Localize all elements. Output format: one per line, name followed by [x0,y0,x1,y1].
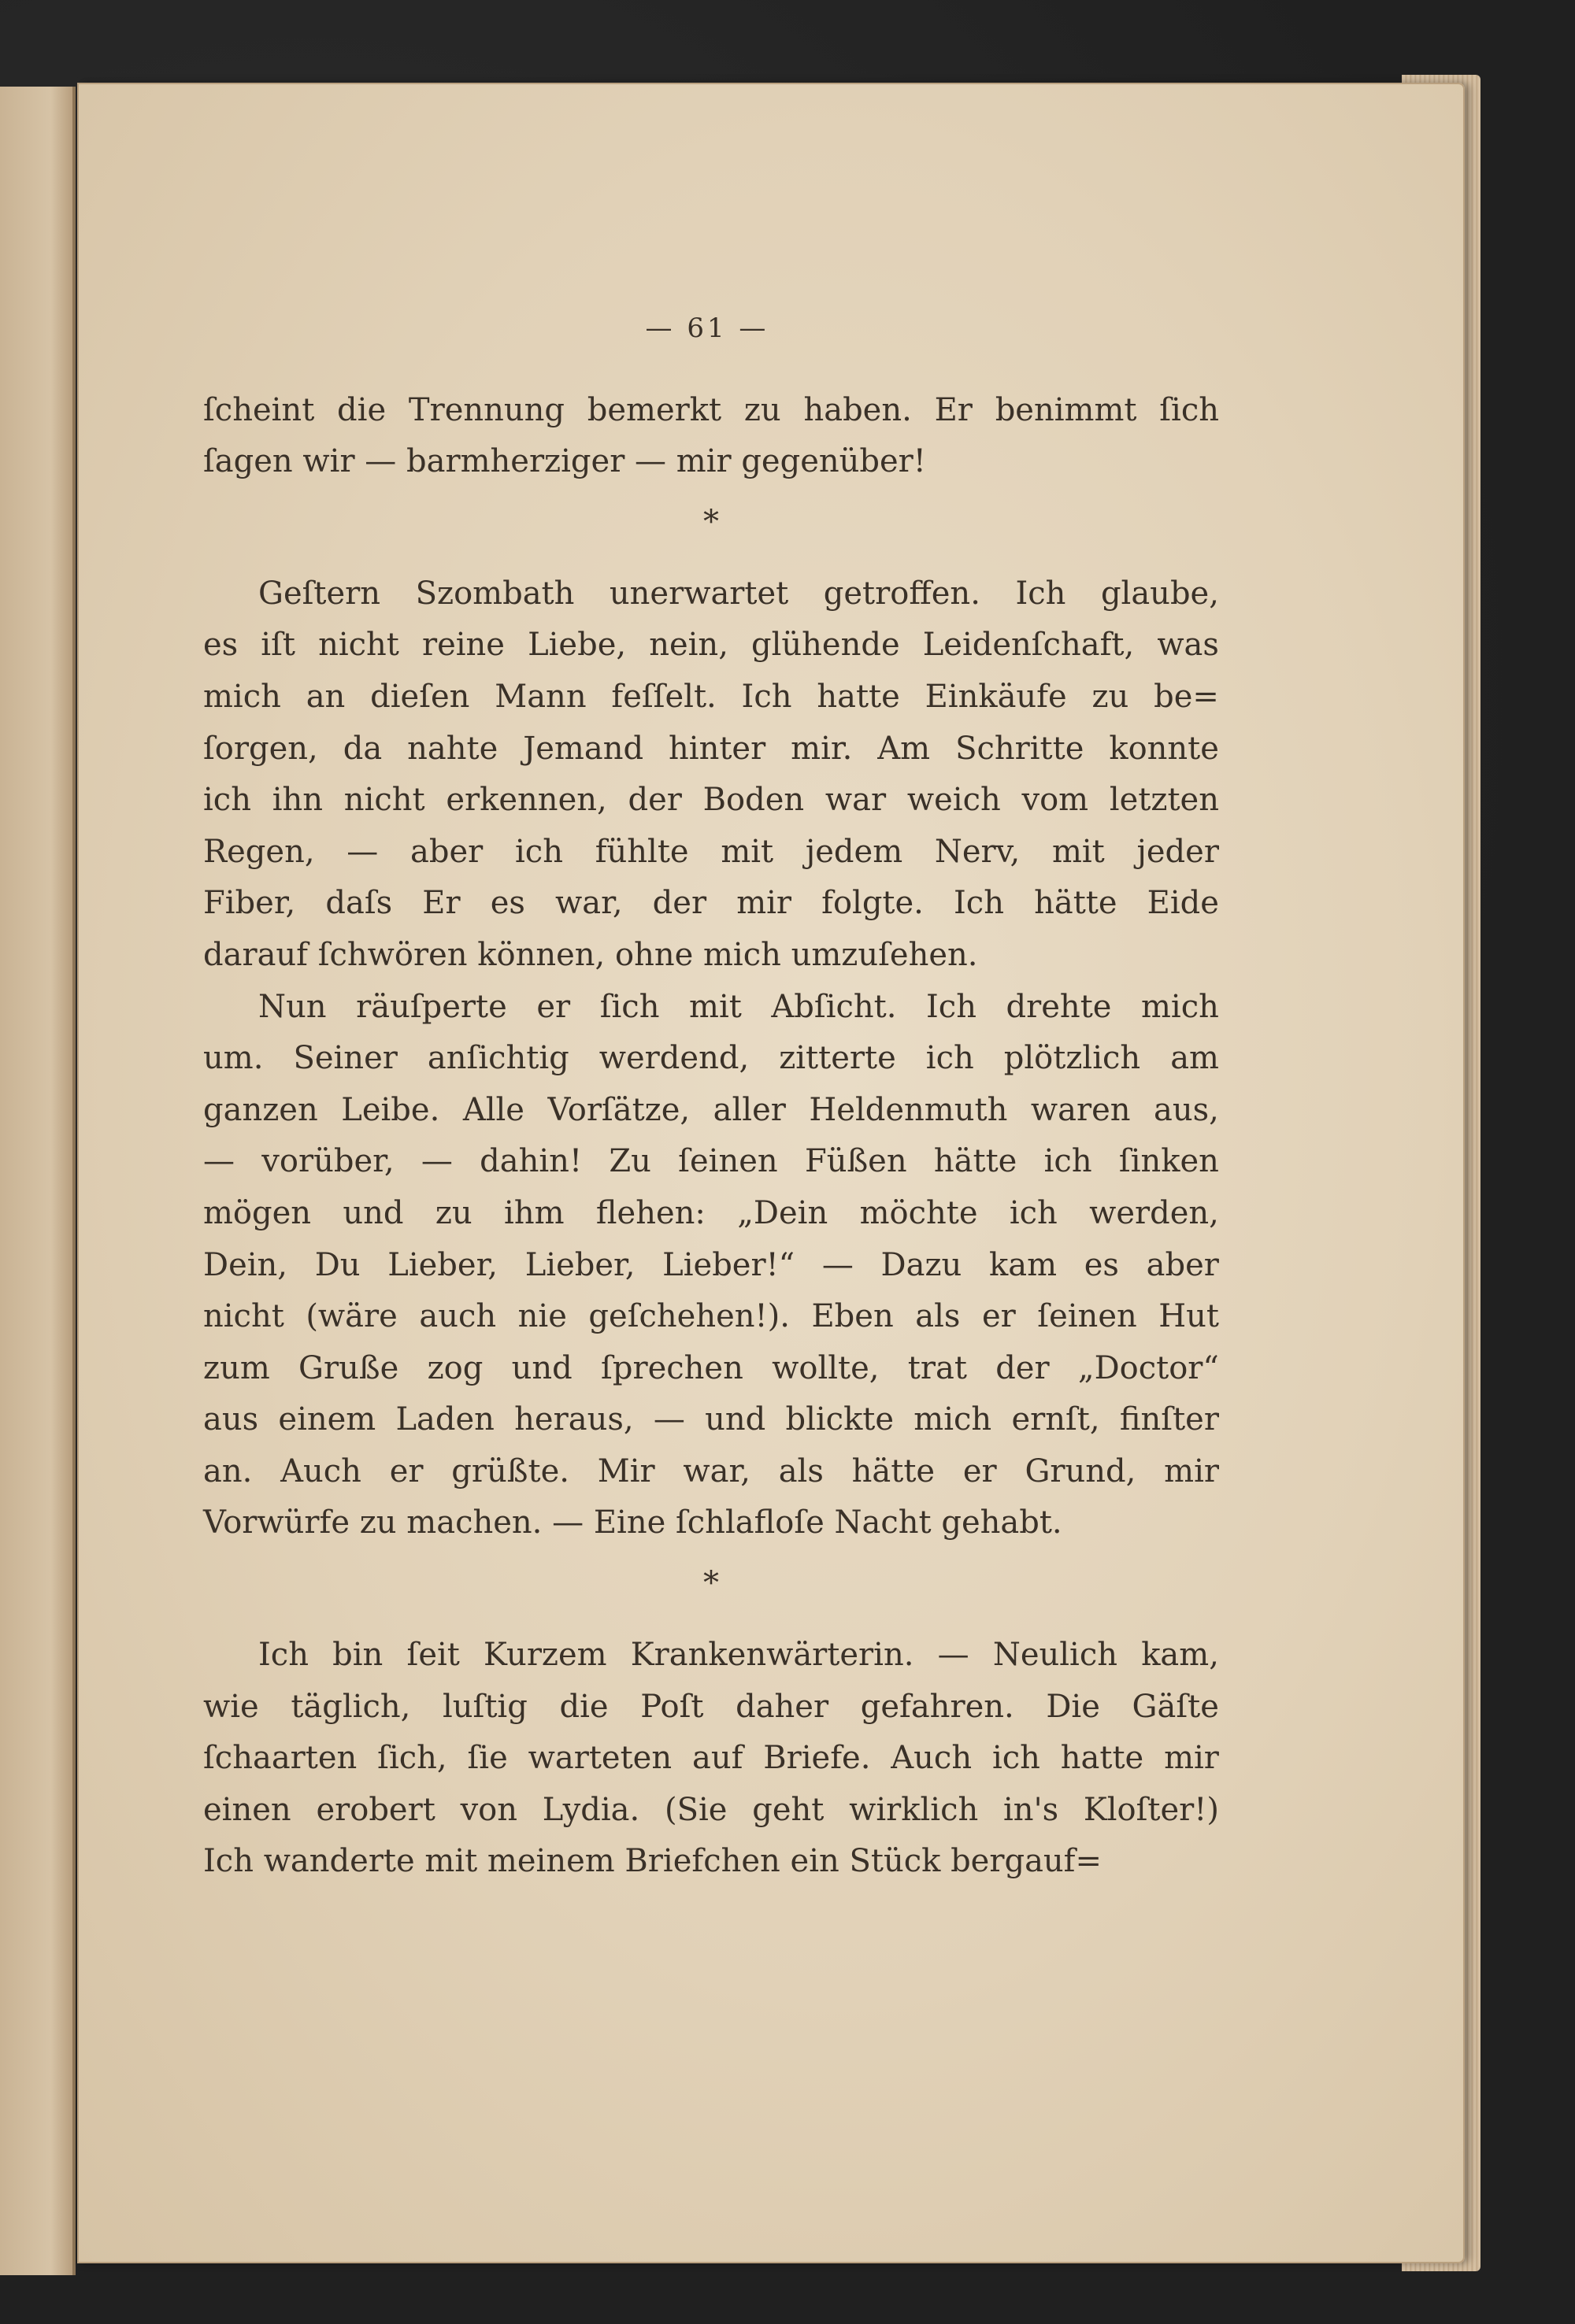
word: — [635,443,676,480]
word: mit [721,833,774,870]
word: finſter [1119,1401,1219,1438]
word: ihn [272,782,324,819]
word: Briefe. [763,1740,871,1777]
word: aus, [1154,1091,1219,1128]
word: meinem [487,1843,625,1880]
text-line [203,1136,1219,1188]
word: zu [435,1194,472,1231]
word: Szombath [415,575,575,612]
word: blickte [785,1401,895,1438]
text-line [203,878,1219,930]
word: werden, [1089,1194,1219,1231]
word: und [705,1401,766,1438]
word: Fiber, [203,885,296,922]
word: gehabt. [941,1504,1062,1541]
word: Heldenmuth [809,1091,1008,1128]
word: wirklich [849,1791,979,1828]
word: er [536,988,571,1025]
word: heraus, [514,1401,634,1438]
word: Abſicht. [771,988,897,1025]
word: Eide [1147,885,1219,922]
word: Er [934,391,973,428]
word: wanderte [263,1843,425,1880]
word: Ich [926,988,976,1025]
word: gefahren. [860,1688,1014,1725]
word: ganzen [203,1091,318,1128]
left-facing-page-edge [0,87,76,2275]
word: Am [877,730,931,767]
word: erobert [316,1791,435,1828]
word: be= [1154,678,1219,715]
word: dahin! [480,1143,583,1180]
text-line [203,1240,1219,1292]
word: mich [1141,988,1219,1025]
word: als [915,1298,961,1335]
word: mir. [791,730,853,767]
section-separator: * [703,1565,719,1602]
word: von [460,1791,518,1828]
word: gegenüber! [741,443,926,480]
word: kam, [1141,1637,1219,1674]
word: es [490,885,525,922]
word: Vorſätze, [547,1091,691,1128]
word: auch [419,1298,497,1335]
word: jedem [805,833,903,870]
paragraph [203,568,1219,982]
word: ſagen [203,443,303,480]
word: es [1084,1246,1119,1283]
word: Mann [495,678,587,715]
word: unerwartet [609,575,789,612]
word: können, [477,936,615,973]
word: Auch [891,1740,973,1777]
word: kam [989,1246,1058,1283]
word: (Sie [664,1791,728,1828]
word: Nerv, [934,833,1021,870]
page-body [203,385,1219,1888]
word: der [628,782,682,819]
word: die [337,391,387,428]
word: war, [555,885,623,922]
word: hatte [817,678,900,715]
page-number: — 61 — [645,313,769,344]
word: flehen: [595,1194,706,1231]
word: Neulich [992,1637,1117,1674]
text-line [203,620,1219,672]
word: grüßte. [451,1452,569,1490]
word: Ich [258,1637,309,1674]
word: Jemand [523,730,644,767]
word: zum [203,1349,270,1386]
word: geſchehen!). [588,1298,790,1335]
word: in's [1003,1791,1059,1828]
word: Dein, [203,1246,288,1283]
word: Lieber, [387,1246,498,1283]
word: ſich [599,988,660,1025]
word: bemerkt [587,391,722,428]
word: ihm [504,1194,565,1231]
text-line [203,385,1219,437]
text-line [203,1836,1219,1888]
word: weich [906,782,1001,819]
word: Eben [811,1298,894,1335]
word: Füßen [804,1143,907,1180]
word: war [825,782,887,819]
text-line [203,930,1219,982]
word: zu [1091,678,1129,715]
word: Boden [702,782,805,819]
book-page [77,83,1465,2263]
word: ſchlafloſe [675,1504,835,1541]
word: mit [689,988,742,1025]
word: zu [359,1504,407,1541]
word: Dazu [880,1246,962,1283]
word: — [552,1504,594,1541]
paragraph [203,982,1219,1550]
word: vom [1021,782,1089,819]
word: Leidenſchaft, [922,627,1135,664]
text-line [203,982,1219,1034]
word: warteten [528,1740,673,1777]
text-line [203,568,1219,620]
word: ſinken [1118,1143,1219,1180]
word: feſſelt. [611,678,717,715]
word: mir [1164,1452,1219,1490]
word: — [346,833,379,870]
word: mir [676,443,742,480]
word: mir [1164,1740,1219,1777]
word: Geſtern [258,575,381,612]
text-line [203,672,1219,723]
word: zu [743,391,781,428]
word: mich [702,936,791,973]
word: Seiner [293,1040,398,1077]
word: ſich, [377,1740,447,1777]
word: an [306,678,346,715]
word: einem [278,1401,376,1438]
word: Regen, [203,833,315,870]
word: werdend, [598,1040,750,1077]
word: ſeinen [678,1143,778,1180]
word: es [203,627,239,664]
word: hätte [851,1452,936,1490]
word: drehte [1006,988,1112,1025]
word: Leibe. [341,1091,440,1128]
text-line [203,436,1219,488]
word: — [653,1401,685,1438]
word: Einkäufe [925,678,1067,715]
word: ſeit [406,1637,460,1674]
word: Gäſte [1132,1688,1219,1725]
word: darauf [203,936,318,973]
word: Kurzem [484,1637,607,1674]
word: Ich [1015,575,1066,612]
section-separator: * [703,503,719,540]
word: ſchwören [317,936,478,973]
word: aller [713,1091,786,1128]
word: ſeinen [1037,1298,1137,1335]
word: nein, [649,627,728,664]
word: und [511,1349,573,1386]
text-line [203,723,1219,775]
word: luſtig [442,1688,528,1725]
word: jeder [1136,833,1219,870]
word: Eine [593,1504,676,1541]
word: Mir [597,1452,655,1490]
word: hatte [1060,1740,1144,1777]
word: aus [203,1401,259,1438]
paragraph [203,1630,1219,1888]
word: ein [790,1843,850,1880]
word: ſchaarten [203,1740,358,1777]
word: Lydia. [542,1791,640,1828]
word: benimmt [995,391,1137,428]
word: Ich [954,885,1004,922]
word: Du [314,1246,361,1283]
word: letzten [1109,782,1219,819]
word: aber [410,833,484,870]
word: trat [907,1349,967,1386]
word: glühende [751,627,900,664]
word: wie [203,1688,259,1725]
text-line [203,1188,1219,1240]
word: Ich [203,1843,264,1880]
word: und [343,1194,404,1231]
word: ſcheint [203,391,315,428]
word: am [1170,1040,1219,1077]
word: was [1157,627,1219,664]
word: „Doctor“ [1077,1349,1219,1386]
word: Nun [258,988,327,1025]
word: Kloſter!) [1083,1791,1219,1828]
word: nicht [318,627,399,664]
word: waren [1030,1091,1131,1128]
word: an. [203,1452,253,1490]
word: nicht [203,1298,284,1335]
text-line [203,1785,1219,1837]
word: mir [736,885,792,922]
word: ich [203,782,251,819]
word: mit [1051,833,1105,870]
word: geht [752,1791,825,1828]
word: iſt [261,627,295,664]
text-line [203,775,1219,827]
word: Lieber, [524,1246,636,1283]
word: ſie [467,1740,508,1777]
word: um. [203,1040,264,1077]
word: die [559,1688,609,1725]
word: nahte [407,730,498,767]
word: daſs [325,885,393,922]
word: ich [991,1740,1040,1777]
word: daher [736,1688,829,1725]
text-line [203,1446,1219,1498]
word: umzuſehen. [791,936,978,973]
word: ſprechen [601,1349,743,1386]
word: konnte [1109,730,1219,767]
word: bin [332,1637,384,1674]
word: der [652,885,707,922]
word: mich [914,1401,992,1438]
word: der [995,1349,1050,1386]
word: Stück [849,1843,951,1880]
word: er [981,1298,1016,1335]
word: hinter [669,730,766,767]
word: als [778,1452,824,1490]
text-line [203,1630,1219,1682]
word: — [937,1637,969,1674]
page-text [203,303,1219,1888]
word: mich [203,678,281,715]
word: möchte [859,1194,978,1231]
word: hätte [933,1143,1017,1180]
word: nicht [343,782,425,819]
word: Zu [609,1143,651,1180]
word: anſichtig [427,1040,569,1077]
word: Poſt [640,1688,704,1725]
word: (wäre [306,1298,398,1335]
word: Er [422,885,461,922]
word: Vorwürfe [203,1504,360,1541]
word: Krankenwärterin. [630,1637,914,1674]
word: Ich [741,678,792,715]
word: reine [421,627,505,664]
word: ſorgen, [203,730,318,767]
word: war, [683,1452,750,1490]
word: vorüber, [261,1143,395,1180]
word: ſich [1159,391,1219,428]
word: barmherziger [406,443,636,480]
word: täglich, [291,1688,411,1725]
word: Schritte [955,730,1084,767]
word: dieſen [370,678,470,715]
word: erkennen, [446,782,607,819]
word: räuſperte [356,988,507,1025]
word: hätte [1034,885,1117,922]
word: ich [1043,1143,1092,1180]
word: zog [427,1349,484,1386]
word: Die [1046,1688,1100,1725]
word: folgte. [821,885,924,922]
word: zitterte [779,1040,896,1077]
word: glaube, [1100,575,1219,612]
text-line [203,1682,1219,1734]
word: machen. [406,1504,553,1541]
text-line [203,1394,1219,1446]
word: Auch [280,1452,361,1490]
text-line [203,1343,1219,1395]
paragraph [203,385,1219,488]
word: da [343,730,383,767]
text-line [203,827,1219,879]
word: ich [925,1040,974,1077]
word: fühlte [595,833,689,870]
text-line [203,1733,1219,1785]
word: Hut [1158,1298,1219,1335]
word: ich [515,833,563,870]
word: Trennung [408,391,565,428]
word: getroffen. [823,575,980,612]
word: — [203,1143,235,1180]
word: Liebe, [528,627,627,664]
word: mögen [203,1194,312,1231]
word: Grund, [1025,1452,1136,1490]
text-line [203,1497,1219,1549]
word: — [365,443,406,480]
word: ich [1009,1194,1058,1231]
word: einen [203,1791,291,1828]
word: Gruße [298,1349,399,1386]
word: auf [691,1740,743,1777]
text-line [203,1033,1219,1085]
word: „Dein [737,1194,828,1231]
word: Nacht [834,1504,942,1541]
word: er [389,1452,424,1490]
word: bergauf= [951,1843,1102,1880]
word: — [421,1143,453,1180]
word: haben. [803,391,912,428]
word: ernſt, [1011,1401,1100,1438]
word: mit [424,1843,487,1880]
text-line [203,1085,1219,1137]
text-line [203,1291,1219,1343]
word: — [821,1246,854,1283]
word: er [962,1452,997,1490]
word: Laden [395,1401,495,1438]
word: Alle [462,1091,524,1128]
word: wir [302,443,365,480]
word: plötzlich [1003,1040,1141,1077]
word: Lieber!“ [662,1246,795,1283]
word: wollte, [772,1349,880,1386]
word: Briefchen [624,1843,791,1880]
word: nie [517,1298,567,1335]
word: ohne [614,936,703,973]
word: aber [1146,1246,1219,1283]
